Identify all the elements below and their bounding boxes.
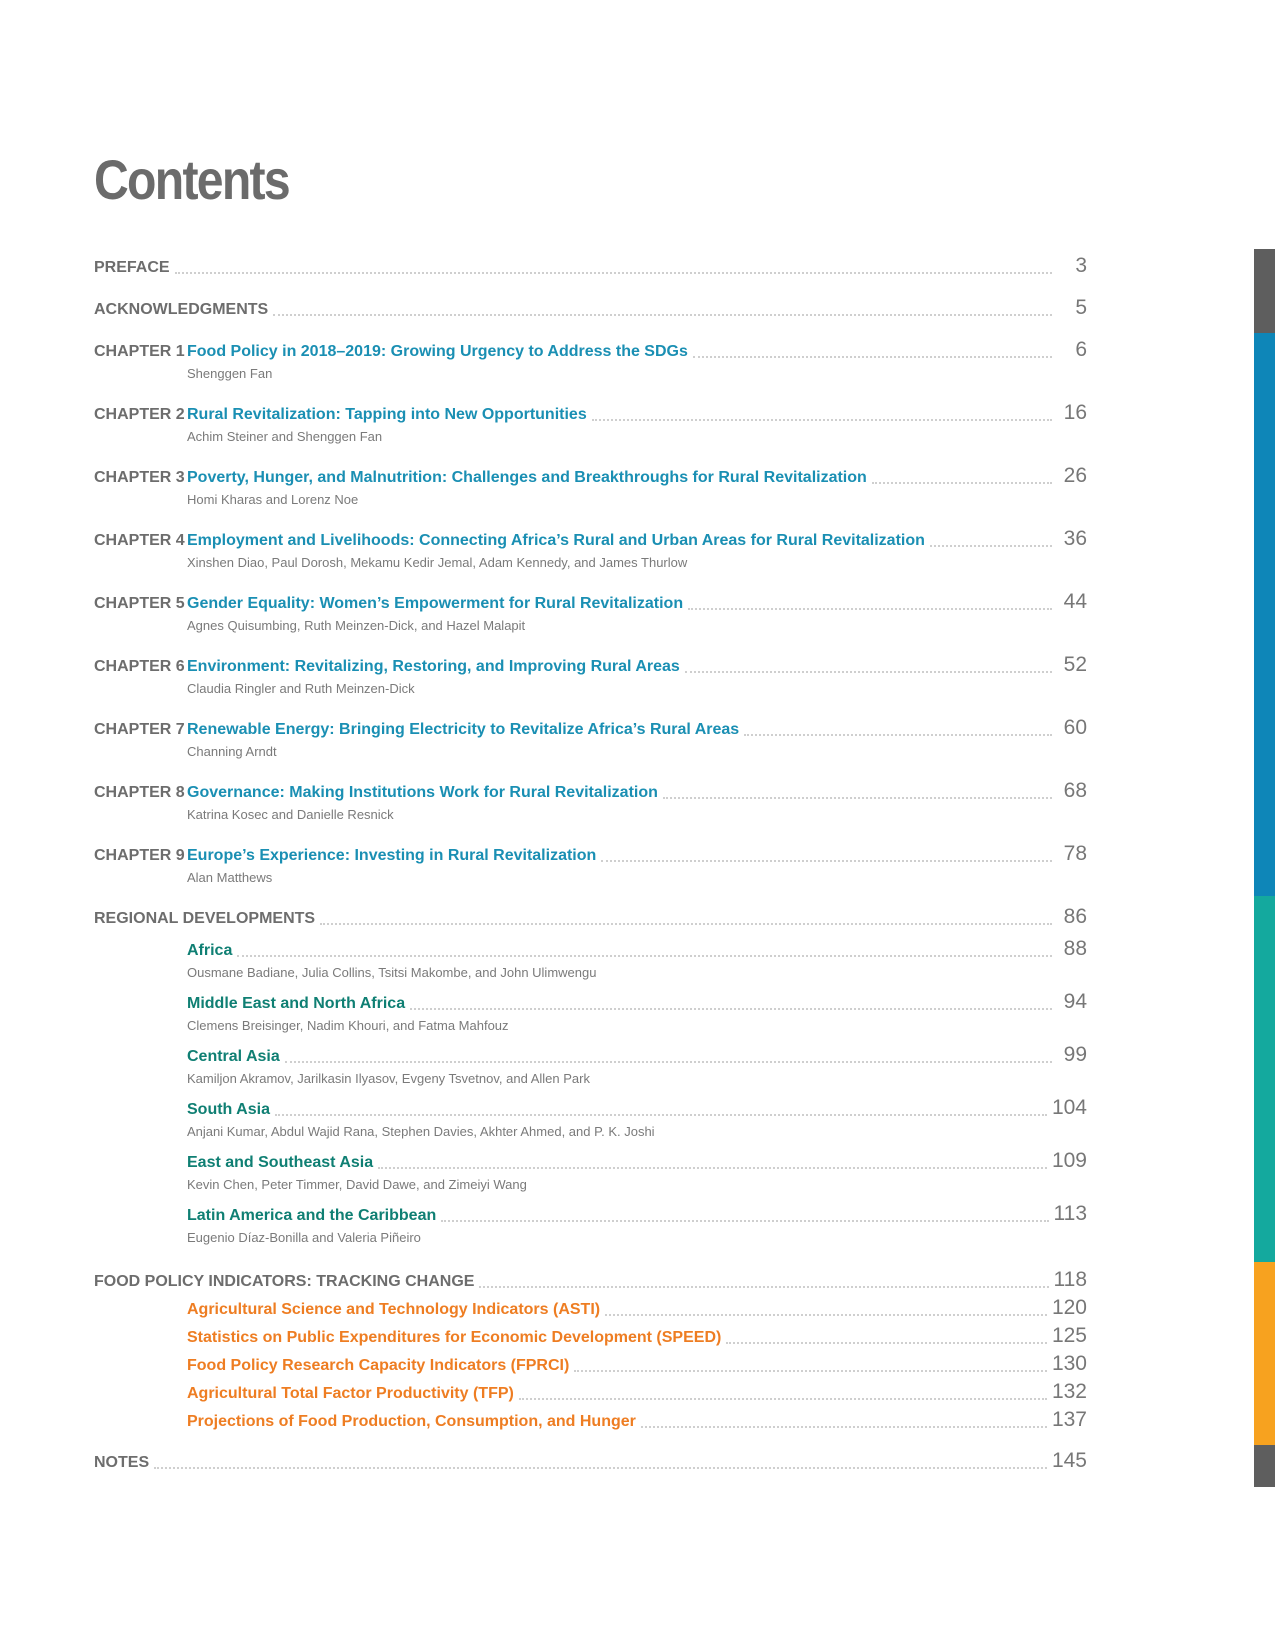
page-number: 26 bbox=[1063, 464, 1087, 487]
page-number: 86 bbox=[1063, 905, 1087, 928]
section-label: REGIONAL DEVELOPMENTS bbox=[94, 910, 316, 927]
chapter-title[interactable]: Renewable Energy: Bringing Electricity to Revitalize Africa’s Rural Areas bbox=[187, 721, 740, 738]
chapter-authors: Achim Steiner and Shenggen Fan bbox=[187, 429, 383, 444]
indicator-title[interactable]: Agricultural Science and Technology Indicators (ASTI) bbox=[187, 1301, 601, 1318]
dot-leader bbox=[237, 955, 1052, 957]
page-number: 3 bbox=[1075, 254, 1087, 277]
page-number: 88 bbox=[1063, 937, 1087, 960]
indicator-title[interactable]: Projections of Food Production, Consumption, and Hunger bbox=[187, 1413, 636, 1430]
dot-leader bbox=[605, 1314, 1047, 1316]
dot-leader bbox=[285, 1061, 1052, 1063]
region-authors: Kevin Chen, Peter Timmer, David Dawe, and Zimeiyi Wang bbox=[187, 1177, 527, 1192]
dot-leader bbox=[744, 734, 1052, 736]
page-number: 109 bbox=[1051, 1149, 1087, 1172]
region-title[interactable]: East and Southeast Asia bbox=[187, 1154, 374, 1171]
dot-leader bbox=[663, 797, 1052, 799]
toc-indicator-asti[interactable] bbox=[94, 1296, 1087, 1322]
page-number: 104 bbox=[1051, 1096, 1087, 1119]
chapter-authors: Homi Kharas and Lorenz Noe bbox=[187, 492, 359, 507]
region-authors: Anjani Kumar, Abdul Wajid Rana, Stephen Davies, Akhter Ahmed, and P. K. Joshi bbox=[187, 1124, 655, 1139]
dot-leader bbox=[154, 1467, 1047, 1469]
chapter-label: CHAPTER 4 bbox=[94, 532, 185, 549]
dot-leader bbox=[930, 545, 1052, 547]
chapter-title[interactable]: Governance: Making Institutions Work for Rural Revitalization bbox=[187, 784, 658, 801]
toc-indicator-tfp[interactable] bbox=[94, 1380, 1087, 1406]
chapter-label: CHAPTER 5 bbox=[94, 595, 185, 612]
chapter-title[interactable]: Poverty, Hunger, and Malnutrition: Challenges and Breakthroughs for Rural Revitalization bbox=[187, 469, 867, 486]
indicator-title[interactable]: Statistics on Public Expenditures for Economic Development (SPEED) bbox=[187, 1329, 722, 1346]
toc-entry-acknowledgments[interactable] bbox=[94, 296, 1087, 322]
toc-region-africa[interactable] bbox=[94, 937, 1087, 982]
toc-chapter-6[interactable] bbox=[94, 653, 1087, 698]
dot-leader bbox=[601, 860, 1052, 862]
chapter-title[interactable]: Rural Revitalization: Tapping into New Opportunities bbox=[187, 406, 587, 423]
dot-leader bbox=[574, 1370, 1047, 1372]
chapter-title[interactable]: Environment: Revitalizing, Restoring, and Improving Rural Areas bbox=[187, 658, 680, 675]
page-number: 118 bbox=[1053, 1268, 1087, 1291]
chapter-title[interactable]: Europe’s Experience: Investing in Rural Revitalization bbox=[187, 847, 597, 864]
toc-section-indicators[interactable] bbox=[94, 1268, 1087, 1294]
dot-leader bbox=[519, 1398, 1047, 1400]
dot-leader bbox=[175, 272, 1052, 274]
page-number: 5 bbox=[1075, 296, 1087, 319]
page-number: 60 bbox=[1063, 716, 1087, 739]
dot-leader bbox=[688, 608, 1052, 610]
toc-indicator-projections[interactable] bbox=[94, 1408, 1087, 1434]
entry-label: NOTES bbox=[94, 1454, 150, 1471]
page-number: 145 bbox=[1051, 1449, 1087, 1472]
toc-region-east-southeast-asia[interactable] bbox=[94, 1149, 1087, 1194]
toc-indicator-speed[interactable] bbox=[94, 1324, 1087, 1350]
page-number: 120 bbox=[1051, 1296, 1087, 1319]
indicator-title[interactable]: Agricultural Total Factor Productivity (TFP) bbox=[187, 1385, 514, 1402]
chapter-label: CHAPTER 6 bbox=[94, 658, 185, 675]
page-title: Contents bbox=[94, 148, 289, 211]
page-number: 94 bbox=[1063, 990, 1087, 1013]
toc-region-central-asia[interactable] bbox=[94, 1043, 1087, 1088]
toc-chapter-7[interactable] bbox=[94, 716, 1087, 761]
toc-section-regional[interactable] bbox=[94, 905, 1087, 931]
region-authors: Kamiljon Akramov, Jarilkasin Ilyasov, Evgeny Tsvetnov, and Allen Park bbox=[187, 1071, 590, 1086]
chapter-label: CHAPTER 9 bbox=[94, 847, 185, 864]
region-authors: Ousmane Badiane, Julia Collins, Tsitsi Makombe, and John Ulimwengu bbox=[187, 965, 597, 980]
dot-leader bbox=[275, 1114, 1047, 1116]
chapter-title[interactable]: Gender Equality: Women’s Empowerment for Rural Revitalization bbox=[187, 595, 684, 612]
entry-label: ACKNOWLEDGMENTS bbox=[94, 301, 269, 318]
dot-leader bbox=[273, 314, 1052, 316]
section-tab-regional bbox=[1254, 896, 1275, 1262]
dot-leader bbox=[872, 482, 1052, 484]
page-number: 99 bbox=[1063, 1043, 1087, 1066]
dot-leader bbox=[320, 923, 1052, 925]
chapter-authors: Shenggen Fan bbox=[187, 366, 273, 381]
page-number: 132 bbox=[1051, 1380, 1087, 1403]
page-number: 113 bbox=[1053, 1202, 1087, 1225]
page-number: 130 bbox=[1051, 1352, 1087, 1375]
page-number: 16 bbox=[1063, 401, 1087, 424]
page-number: 137 bbox=[1051, 1408, 1087, 1431]
dot-leader bbox=[726, 1342, 1047, 1344]
region-title[interactable]: Middle East and North Africa bbox=[187, 995, 406, 1012]
entry-label: PREFACE bbox=[94, 259, 170, 276]
toc-indicator-fprci[interactable] bbox=[94, 1352, 1087, 1378]
indicator-title[interactable]: Food Policy Research Capacity Indicators (FPRCI) bbox=[187, 1357, 570, 1374]
toc-region-latin-america[interactable] bbox=[94, 1202, 1087, 1247]
section-tab-indicators bbox=[1254, 1262, 1275, 1445]
chapter-authors: Alan Matthews bbox=[187, 870, 273, 885]
region-title[interactable]: Central Asia bbox=[187, 1048, 280, 1065]
toc-chapter-2[interactable] bbox=[94, 401, 1087, 446]
chapter-label: CHAPTER 3 bbox=[94, 469, 185, 486]
dot-leader bbox=[410, 1008, 1052, 1010]
chapter-authors: Katrina Kosec and Danielle Resnick bbox=[187, 807, 394, 822]
chapter-label: CHAPTER 8 bbox=[94, 784, 185, 801]
chapter-title[interactable]: Employment and Livelihoods: Connecting Africa’s Rural and Urban Areas for Rural Revitalization bbox=[187, 532, 925, 549]
page-number: 68 bbox=[1063, 779, 1087, 802]
section-tab-notes bbox=[1254, 1445, 1275, 1487]
dot-leader bbox=[479, 1286, 1048, 1288]
toc-chapter-3[interactable] bbox=[94, 464, 1087, 509]
chapter-authors: Channing Arndt bbox=[187, 744, 277, 759]
dot-leader bbox=[693, 356, 1052, 358]
toc-entry-preface[interactable] bbox=[94, 254, 1087, 280]
dot-leader bbox=[592, 419, 1052, 421]
chapter-label: CHAPTER 1 bbox=[94, 343, 185, 360]
page-number: 52 bbox=[1063, 653, 1087, 676]
dot-leader bbox=[641, 1426, 1047, 1428]
dot-leader bbox=[378, 1167, 1047, 1169]
toc-entry-notes[interactable] bbox=[94, 1449, 1087, 1475]
region-title[interactable]: Africa bbox=[187, 942, 233, 959]
region-title[interactable]: South Asia bbox=[187, 1101, 270, 1118]
region-authors: Eugenio Díaz-Bonilla and Valeria Piñeiro bbox=[187, 1230, 421, 1245]
page-number: 44 bbox=[1063, 590, 1087, 613]
chapter-authors: Xinshen Diao, Paul Dorosh, Mekamu Kedir Jemal, Adam Kennedy, and James Thurlow bbox=[187, 555, 688, 570]
dot-leader bbox=[685, 671, 1052, 673]
section-tab-chapters bbox=[1254, 333, 1275, 896]
chapter-authors: Agnes Quisumbing, Ruth Meinzen-Dick, and Hazel Malapit bbox=[187, 618, 526, 633]
chapter-label: CHAPTER 7 bbox=[94, 721, 185, 738]
page-number: 125 bbox=[1051, 1324, 1087, 1347]
chapter-authors: Claudia Ringler and Ruth Meinzen-Dick bbox=[187, 681, 415, 696]
chapter-label: CHAPTER 2 bbox=[94, 406, 185, 423]
dot-leader bbox=[441, 1220, 1048, 1222]
section-tab-front bbox=[1254, 249, 1275, 333]
section-label: FOOD POLICY INDICATORS: TRACKING CHANGE bbox=[94, 1273, 475, 1290]
toc-region-south-asia[interactable] bbox=[94, 1096, 1087, 1141]
toc-chapter-5[interactable] bbox=[94, 590, 1087, 635]
page-number: 36 bbox=[1063, 527, 1087, 550]
chapter-title[interactable]: Food Policy in 2018–2019: Growing Urgency to Address the SDGs bbox=[187, 343, 688, 360]
page-number: 78 bbox=[1063, 842, 1087, 865]
toc-chapter-1[interactable] bbox=[94, 338, 1087, 383]
toc-chapter-9[interactable] bbox=[94, 842, 1087, 887]
toc-chapter-8[interactable] bbox=[94, 779, 1087, 824]
toc-region-mena[interactable] bbox=[94, 990, 1087, 1035]
region-authors: Clemens Breisinger, Nadim Khouri, and Fatma Mahfouz bbox=[187, 1018, 509, 1033]
toc-chapter-4[interactable] bbox=[94, 527, 1087, 572]
page-number: 6 bbox=[1075, 338, 1087, 361]
region-title[interactable]: Latin America and the Caribbean bbox=[187, 1207, 437, 1224]
